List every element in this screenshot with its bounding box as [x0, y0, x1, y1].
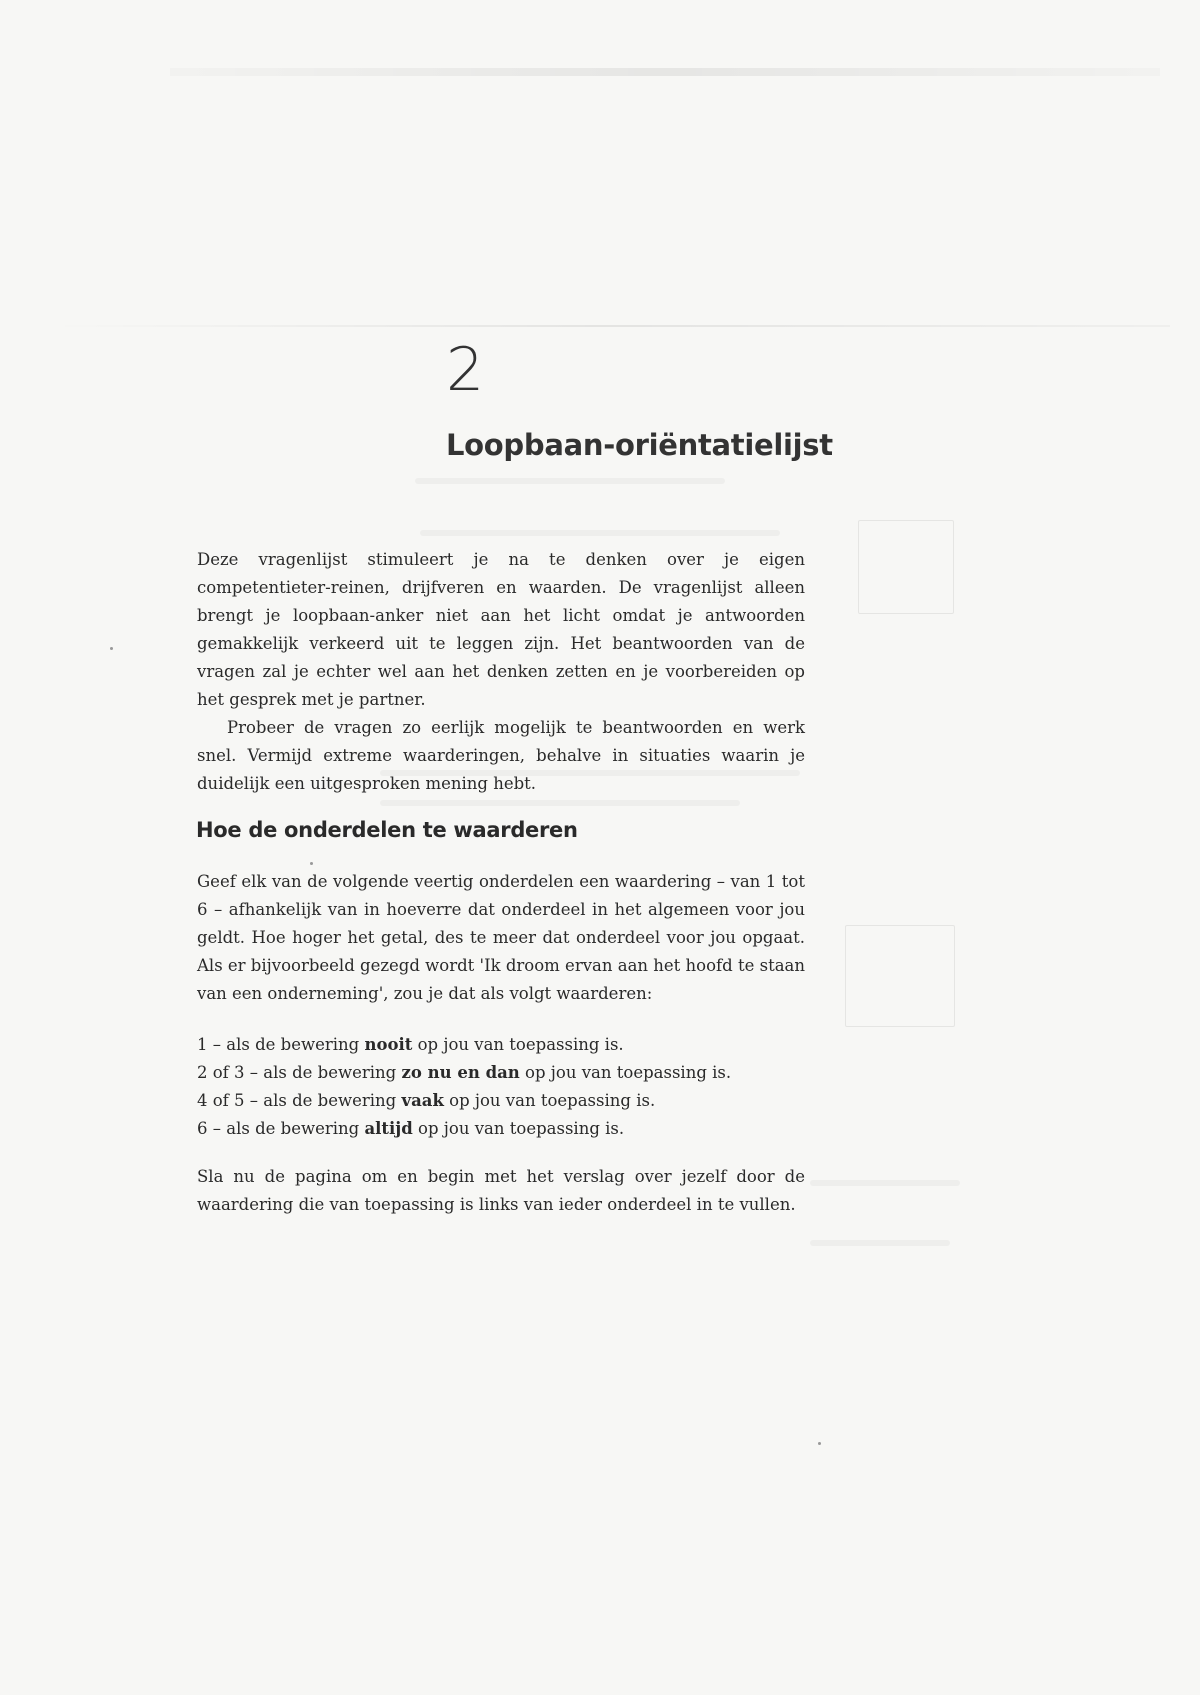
- bleedthrough-box-bottom: [845, 925, 955, 1027]
- closing-paragraph: Sla nu de pagina om en begin met het verslag over jezelf door de waardering die van toepassing is links van ieder onderdeel in te vullen.: [197, 1167, 805, 1214]
- rating-scale: [197, 1031, 805, 1143]
- rating-scale-item: 6 – als de bewering altijd op jou van toepassing is.: [197, 1119, 625, 1138]
- bleedthrough-box-top: [858, 520, 954, 614]
- bleedthrough-line: [380, 800, 740, 806]
- rating-scale-item: 1 – als de bewering nooit op jou van toepassing is.: [197, 1035, 624, 1054]
- bleedthrough-line: [810, 1240, 950, 1246]
- instructions-paragraph: Geef elk van de volgende veertig onderdelen een waardering – van 1 tot 6 – afhankelijk van in hoeverre dat onderdeel in het algemeen voor jou geldt. Hoe hoger het getal, des te meer dat onderdeel voor jou opgaat. Als er bijvoorbeeld gezegd wordt 'Ik droom ervan aan het hoofd te staan van een onderneming', zou je dat als volgt waarderen:: [197, 872, 805, 1003]
- intro-paragraph-1: Deze vragenlijst stimuleert je na te denken over je eigen competentieter-reinen, drijfveren en waarden. De vragenlijst alleen brengt je loopbaan-anker niet aan het licht omdat je antwoorden gemakkelijk verkeerd uit te leggen zijn. Het beantwoorden van de vragen zal je echter wel aan het denken zetten en je voorbereiden op het gesprek met je partner.: [197, 550, 805, 709]
- scan-speck: [110, 647, 113, 650]
- intro-paragraph-2: Probeer de vragen zo eerlijk mogelijk te beantwoorden en werk snel. Vermijd extreme waarderingen, behalve in situaties waarin je duidelijk een uitgesproken mening hebt.: [197, 718, 805, 793]
- rating-scale-item: 2 of 3 – als de bewering zo nu en dan op jou van toepassing is.: [197, 1063, 732, 1082]
- section-heading: Hoe de onderdelen te waarderen: [196, 818, 578, 842]
- chapter-title: Loopbaan-oriëntatielijst: [446, 428, 833, 462]
- rating-scale-item: 4 of 5 – als de bewering vaak op jou van toepassing is.: [197, 1091, 656, 1110]
- bleedthrough-line: [420, 530, 780, 536]
- bleedthrough-line: [415, 478, 725, 484]
- scan-speck: [818, 1442, 821, 1445]
- bleedthrough-line: [810, 1180, 960, 1186]
- scan-edge-shadow: [170, 68, 1160, 76]
- chapter-number: 2: [446, 335, 485, 405]
- intro-text: [197, 546, 805, 798]
- scan-speck: [310, 862, 313, 865]
- scan-fold-line: [50, 325, 1170, 327]
